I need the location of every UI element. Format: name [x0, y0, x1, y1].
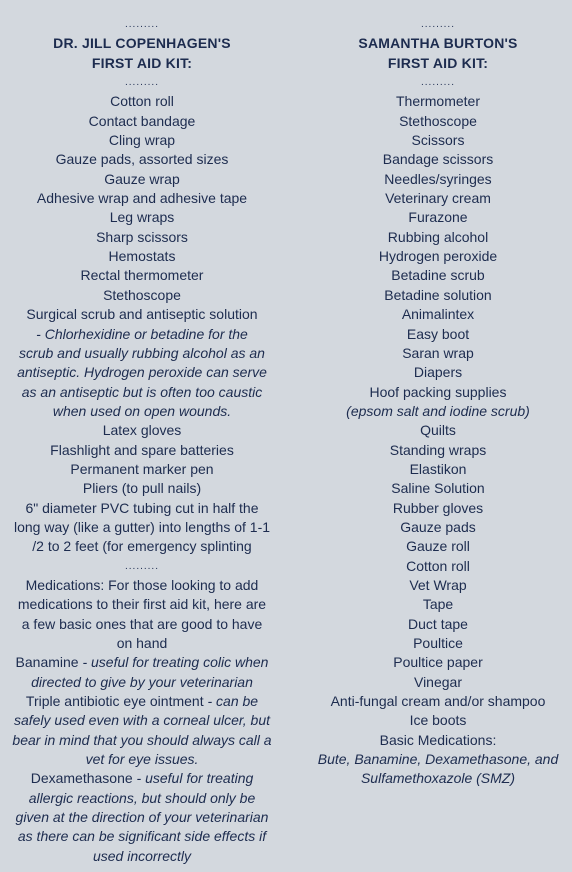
list-item: Saline Solution: [391, 480, 485, 497]
list-item: Scissors: [411, 132, 465, 149]
list-item: Latex gloves: [102, 422, 182, 439]
pvc-tubing-line: 6" diameter PVC tubing cut in half the: [25, 499, 259, 516]
banamine-description: - useful for treating colic when: [78, 654, 269, 671]
list-item: Rubbing alcohol: [387, 228, 489, 245]
dexamethasone-name: Dexamethasone: [30, 770, 133, 787]
triple-antibiotic-description-line: vet for eye issues.: [85, 751, 199, 768]
list-item: Hoof packing supplies: [369, 383, 507, 400]
list-item: Animalintex: [401, 306, 475, 323]
list-item: Sharp scissors: [96, 228, 188, 245]
list-item: Stethoscope: [399, 112, 477, 129]
list-item: Adhesive wrap and adhesive tape: [36, 190, 248, 207]
left-column-jill-copenhagen: [6, 15, 278, 866]
scrub-note-line: as an antiseptic but is often too caustic: [21, 383, 263, 400]
right-title-line-1: SAMANTHA BURTON'S: [358, 35, 518, 52]
list-item: Betadine solution: [384, 286, 492, 303]
list-item: Furazone: [408, 209, 468, 226]
triple-antibiotic-description-line: bear in mind that you should always call a: [12, 731, 272, 748]
list-item: Cling wrap: [108, 132, 176, 149]
list-item: Standing wraps: [389, 441, 487, 458]
medications-intro-line: Medications: For those looking to add: [25, 576, 259, 593]
medications-intro-line: medications to their first aid kit, here are: [17, 596, 267, 613]
list-item: Hydrogen peroxide: [378, 248, 498, 265]
list-item: Vinegar: [413, 673, 462, 690]
list-item: Saran wrap: [402, 344, 474, 361]
list-item: Ice boots: [409, 712, 467, 729]
dot-separator: .........: [124, 19, 159, 30]
dexamethasone-description-line: as there can be significant side effects if: [17, 828, 267, 845]
list-item: Flashlight and spare batteries: [50, 441, 234, 458]
list-item: Contact bandage: [88, 112, 196, 129]
list-item: Quilts: [420, 422, 456, 439]
dot-separator: .........: [124, 77, 159, 89]
list-item: Elastikon: [409, 460, 467, 477]
scrub-note-line: when used on open wounds.: [52, 402, 232, 419]
banamine-name: Banamine: [15, 654, 79, 671]
list-item: Veterinary cream: [385, 190, 491, 207]
dexamethasone-description: - useful for treating: [132, 770, 254, 787]
list-item: Stethoscope: [103, 286, 181, 303]
triple-antibiotic-entry: [6, 692, 278, 711]
list-item: Cotton roll: [110, 93, 174, 110]
list-item: Surgical scrub and antiseptic solution: [26, 306, 258, 323]
basic-medications-line: Sulfamethoxazole (SMZ): [360, 770, 516, 787]
pvc-tubing-line: long way (like a gutter) into lengths of 1-1: [13, 518, 271, 535]
list-item: Cotton roll: [406, 557, 470, 574]
list-item: Tape: [422, 596, 454, 613]
scrub-note-line: scrub and usually rubbing alcohol as an: [19, 344, 265, 361]
list-item: Anti-fungal cream and/or shampoo: [330, 693, 546, 710]
basic-medications-heading: Basic Medications:: [379, 731, 497, 748]
list-item: Pliers (to pull nails): [82, 480, 202, 497]
left-title-line-1: DR. JILL COPENHAGEN'S: [53, 35, 231, 52]
scrub-note-line: - Chlorhexidine or betadine for the: [36, 325, 248, 342]
banamine-entry: [6, 653, 278, 672]
medications-intro-line: a few basic ones that are good to have: [21, 615, 263, 632]
list-item: Diapers: [413, 364, 463, 381]
list-item: Poultice paper: [393, 654, 483, 671]
list-item: Rubber gloves: [392, 499, 484, 516]
list-item: Bandage scissors: [382, 151, 494, 168]
dexamethasone-description-line: given at the direction of your veterinarian: [15, 809, 269, 826]
dexamethasone-entry: [6, 769, 278, 788]
dot-separator: .........: [420, 19, 455, 30]
list-item: Hemostats: [108, 248, 176, 265]
list-item: Easy boot: [406, 325, 470, 342]
list-item: Gauze pads, assorted sizes: [55, 151, 229, 168]
dexamethasone-description-line: used incorrectly: [92, 847, 192, 864]
basic-medications-line: Bute, Banamine, Dexamethasone, and: [317, 751, 559, 768]
hoof-packing-note: (epsom salt and iodine scrub): [346, 402, 530, 419]
list-item: Duct tape: [408, 615, 468, 632]
banamine-description-line: directed to give by your veterinarian: [31, 673, 253, 690]
triple-antibiotic-description-line: safely used even with a corneal ulcer, but: [13, 712, 271, 729]
dot-separator: .........: [420, 77, 455, 89]
list-item: Needles/syringes: [384, 170, 492, 187]
dexamethasone-description-line: allergic reactions, but should only be: [28, 789, 256, 806]
list-item: Rectal thermometer: [80, 267, 204, 284]
list-item: Vet Wrap: [409, 576, 467, 593]
list-item: Permanent marker pen: [70, 460, 214, 477]
list-item: Betadine scrub: [391, 267, 485, 284]
medications-intro-line: on hand: [116, 635, 168, 651]
list-item: Thermometer: [395, 93, 481, 110]
scrub-note-line: antiseptic. Hydrogen peroxide can serve: [17, 364, 267, 381]
list-item: Leg wraps: [109, 209, 175, 226]
triple-antibiotic-description: - can be: [203, 693, 259, 710]
right-column-samantha-burton: [306, 15, 570, 789]
list-item: Gauze wrap: [104, 170, 180, 187]
dot-separator: .........: [124, 560, 159, 572]
left-title-line-2: FIRST AID KIT:: [91, 54, 193, 71]
triple-antibiotic-name: Triple antibiotic eye ointment: [25, 693, 204, 710]
list-item: Gauze roll: [406, 538, 470, 555]
right-title-line-2: FIRST AID KIT:: [387, 54, 489, 71]
list-item: Gauze pads: [400, 518, 476, 535]
pvc-tubing-line: /2 to 2 feet (for emergency splinting: [32, 538, 252, 555]
list-item: Poultice: [413, 635, 463, 651]
